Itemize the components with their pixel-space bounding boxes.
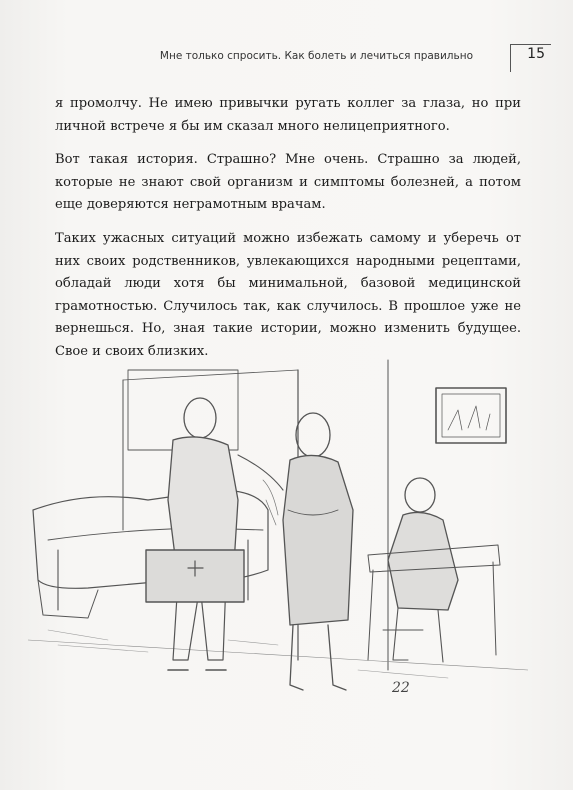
artist-signature: 22 <box>392 680 410 696</box>
page-header <box>0 48 573 70</box>
paragraph-1: я промолчу. Не имею привычки ругать коллег за глаза, но при личной встрече я бы им сказал много нелицеприятного. <box>55 96 521 134</box>
paragraph-2: Вот такая история. Страшно? Мне очень. Страшно за людей, которые не знают свой организм и симптомы болезней, а потом еще доверяются неграмотным врачам. <box>55 152 521 213</box>
page-number: 15 <box>527 46 545 62</box>
body-text <box>55 93 521 375</box>
paragraph-3: Таких ужасных ситуаций можно избежать самому и уберечь от них своих родственников, увлекающихся народными рецептами, обладай люди хотя бы минимальной, базовой медицинской грамотностью. Случилось так, как случилось. В прошлое уже не вернешься. Но, зная такие истории, можно изменить будущее. Свое и своих близких. <box>55 230 521 359</box>
header-divider <box>510 44 511 72</box>
pencil-sketch-illustration <box>28 340 528 718</box>
clinic-scene-sketch <box>28 340 528 718</box>
running-title: Мне только спросить. Как болеть и лечиться правильно <box>159 50 473 62</box>
header-rule <box>511 44 551 45</box>
